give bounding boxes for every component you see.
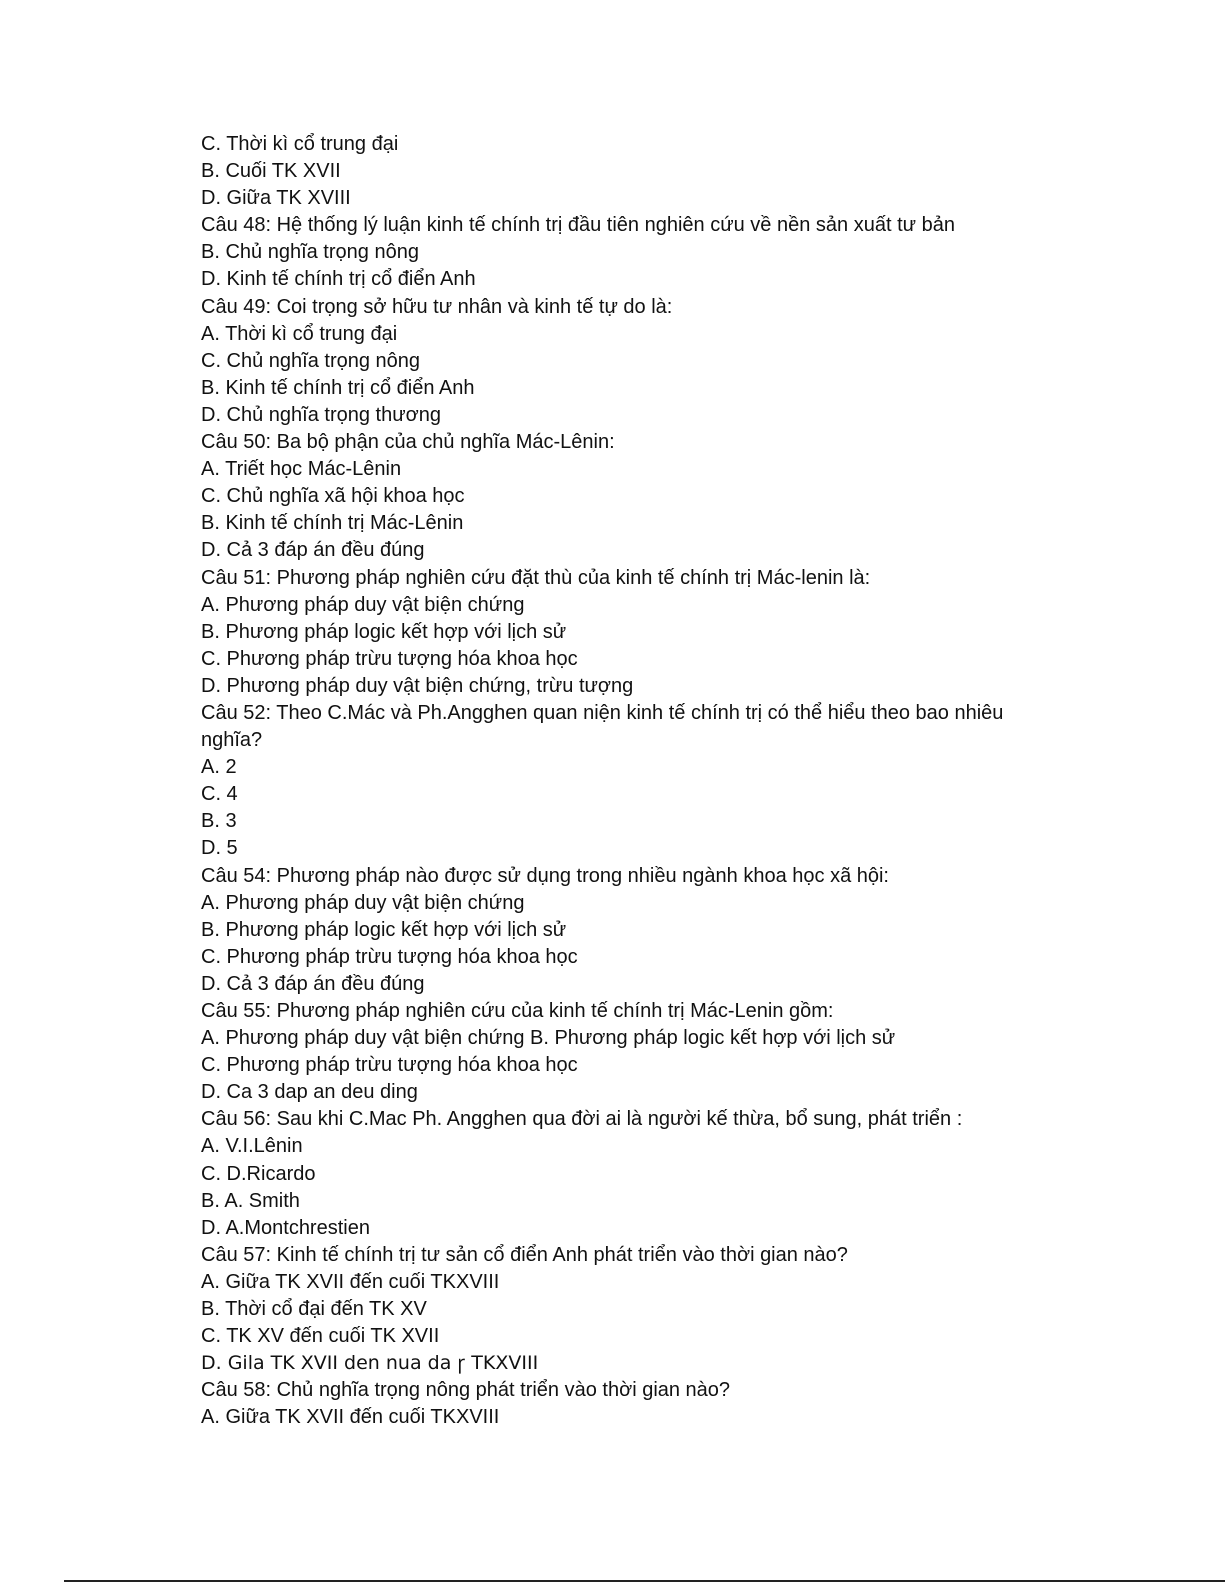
text-line: C. TK XV đến cuối TK XVII: [201, 1325, 440, 1348]
text-line: D. Cả 3 đáp án đều đúng: [201, 539, 425, 562]
text-line: B. Phương pháp logic kết hợp với lịch sử: [201, 620, 567, 643]
text-line: D. Giữa TK XVIII: [201, 187, 351, 210]
question-55: Câu 55: Phương pháp nghiên cứu của kinh tế chính trị Mác-Lenin gồm:: [201, 1000, 834, 1022]
text-line: D. Ca 3 dap an deu ding: [201, 1081, 418, 1104]
question-50: Câu 50: Ba bộ phận của chủ nghĩa Mác-Lênin:: [201, 431, 615, 454]
text-line: B. Kinh tế chính trị Mác-Lênin: [201, 512, 464, 535]
question-58: Câu 58: Chủ nghĩa trọng nông phát triển vào thời gian nào?: [201, 1379, 731, 1402]
document-page: [201, 131, 1061, 1432]
text-line: A. Thời kì cổ trung đại: [201, 322, 398, 345]
question-57: Câu 57: Kinh tế chính trị tư sản cổ điển Anh phát triển vào thời gian nào?: [201, 1243, 848, 1266]
text-line: B. Thời cổ đại đến TK XV: [201, 1298, 427, 1321]
text-line: D. Chủ nghĩa trọng thương: [201, 403, 441, 426]
text-line: C. Phương pháp trừu tượng hóa khoa học: [201, 1054, 578, 1077]
text-line: D. A.Montchrestien: [201, 1216, 370, 1239]
text-line: A. Triết học Mác-Lênin: [201, 458, 402, 481]
text-line: A. Giữa TK XVII đến cuối TKXVIII: [201, 1406, 500, 1429]
question-56: Câu 56: Sau khi C.Mac Ph. Angghen qua đời ai là người kế thừa, bổ sung, phát triển :: [201, 1108, 963, 1131]
text-line: C. Phương pháp trừu tượng hóa khoa học: [201, 945, 578, 968]
text-line: D. Cả 3 đáp án đều đúng: [201, 972, 425, 995]
text-line: A. V.I.Lênin: [201, 1135, 303, 1158]
question-52: Câu 52: Theo C.Mác và Ph.Angghen quan niện kinh tế chính trị có thể hiểu theo bao nhiêu nghĩa?: [201, 701, 1004, 752]
text-line: B. 3: [201, 810, 237, 833]
text-line: B. A. Smith: [201, 1189, 300, 1212]
text-line: C. D.Ricardo: [201, 1162, 316, 1185]
text-line: C. Phương pháp trừu tượng hóa khoa học: [201, 647, 578, 670]
question-54: Câu 54: Phương pháp nào được sử dụng trong nhiều ngành khoa học xã hội:: [201, 864, 889, 887]
text-line: D. Gila TK XVII den nua da ꞅ TKXVIII: [201, 1352, 539, 1375]
question-48: Câu 48: Hệ thống lý luận kinh tế chính trị đầu tiên nghiên cứu về nền sản xuất tư bản: [201, 214, 955, 237]
text-line: D. Kinh tế chính trị cổ điển Anh: [201, 268, 476, 291]
text-line: C. Thời kì cổ trung đại: [201, 133, 399, 155]
text-line: B. Kinh tế chính trị cổ điển Anh: [201, 376, 475, 399]
text-line: A. Giữa TK XVII đến cuối TKXVIII: [201, 1270, 500, 1293]
text-line: A. Phương pháp duy vật biện chứng: [201, 593, 525, 616]
text-line: A. Phương pháp duy vật biện chứng: [201, 891, 525, 914]
text-line: C. Chủ nghĩa trọng nông: [201, 349, 421, 372]
text-line: B. Chủ nghĩa trọng nông: [201, 241, 419, 264]
text-line: C. Chủ nghĩa xã hội khoa học: [201, 485, 465, 508]
text-line: A. Phương pháp duy vật biện chứng B. Phương pháp logic kết hợp với lịch sử: [201, 1027, 896, 1050]
page-bottom-rule: [64, 1580, 1225, 1582]
text-line: B. Phương pháp logic kết hợp với lịch sử: [201, 918, 567, 941]
question-49: Câu 49: Coi trọng sở hữu tư nhân và kinh tế tự do là:: [201, 295, 673, 318]
text-line: A. 2: [201, 756, 237, 779]
text-line: D. 5: [201, 837, 238, 860]
question-51: Câu 51: Phương pháp nghiên cứu đặt thù của kinh tế chính trị Mác-lenin là:: [201, 566, 871, 589]
text-line: D. Phương pháp duy vật biện chứng, trừu tượng: [201, 674, 634, 697]
text-line: C. 4: [201, 783, 238, 806]
text-line: B. Cuối TK XVII: [201, 160, 341, 183]
